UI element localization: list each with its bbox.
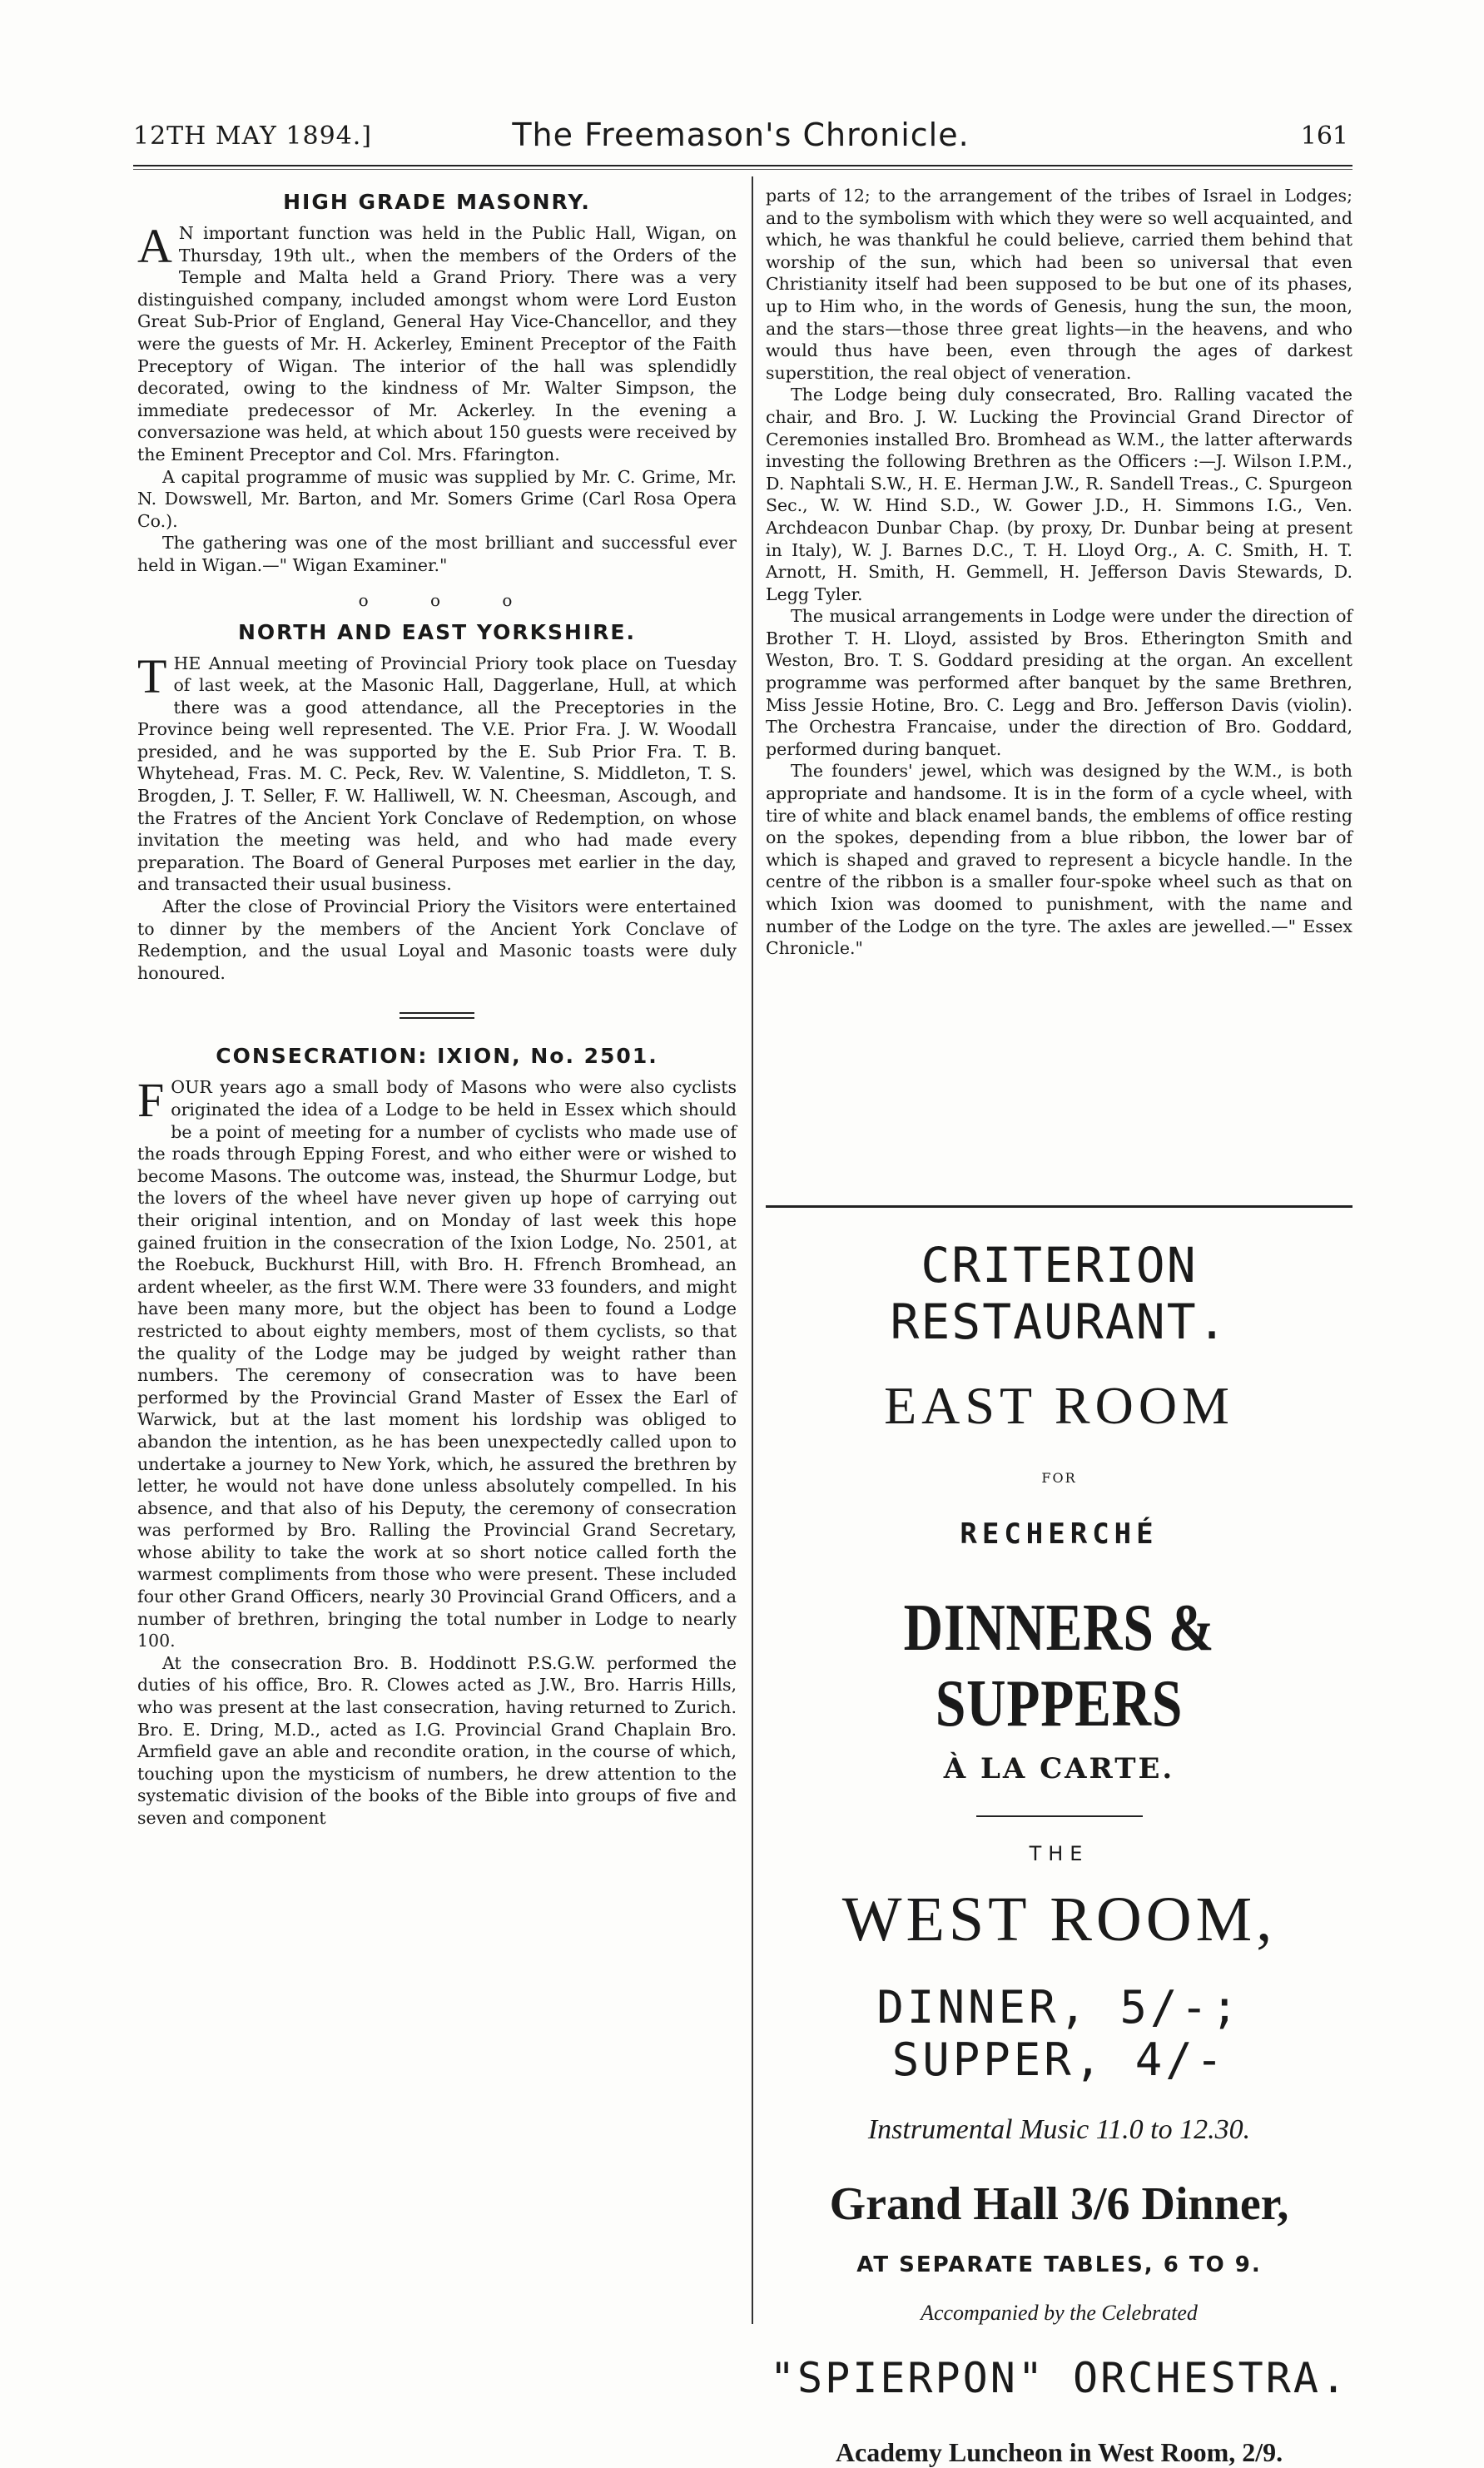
article-ixion [137, 1044, 737, 1829]
ad-orchestra: "SPIERPON" ORCHESTRA. [769, 2354, 1349, 2402]
article-title: CONSECRATION: IXION, No. 2501. [216, 1044, 658, 1069]
article-paragraph: At the consecration Bro. B. Hoddinott P.S.G.W. performed the duties of his office, Bro. R. Clowes acted as J.W., Bro. Harris Hills, who was present at the last consecration, having returned to Zurich. Bro. E. Dring, M.D., acted as I.G. Provincial Grand Chaplain Bro. Armfield gave an able and recondite oration, in the course of which, touching upon the mysticism of numbers, he drew attention to the systematic division of the books of the Bible into groups of five and seven and component [137, 1652, 737, 1828]
ad-grand-hall: Grand Hall 3/6 Dinner, [829, 2178, 1289, 2230]
ad-recherche: RECHERCHÉ [960, 1517, 1159, 1551]
header-rule [133, 165, 1352, 166]
article-paragraph: A capital programme of music was supplied by Mr. C. Grime, Mr. N. Dowswell, Mr. Barton, and Mr. Somers Grime (Carl Rosa Opera Co.). [137, 466, 737, 531]
drop-cap: A [137, 219, 172, 273]
article-paragraph: The musical arrangements in Lodge were under the direction of Brother T. H. Lloyd, assisted by Bros. Etherington Smith and Weston, Bro. T. S. Goddard presiding at the organ. An excellent programme was performed after banquet by the same Brethren, Miss Jessie Hotine, Bro. C. Legg and Bro. Jefferson Davis (violin). The Orchestra Francaise, under the direction of Bro. Goddard, performed during banquet. [766, 606, 1352, 759]
ad-divider [976, 1815, 1143, 1817]
ad-the: THE [1029, 1842, 1089, 1865]
ad-accompanied: Accompanied by the Celebrated [921, 2301, 1198, 2325]
article-divider [400, 1012, 474, 1019]
article-north-east [137, 620, 737, 985]
ad-prices: DINNER, 5/-; SUPPER, 4/- [876, 1981, 1242, 2086]
ad-restaurant-name: CRITERION RESTAURANT. [890, 1237, 1228, 1350]
header-page-number: 161 [1300, 122, 1348, 151]
article-title: NORTH AND EAST YORKSHIRE. [237, 619, 637, 644]
header-rule-thin [133, 169, 1352, 170]
article-paragraph: FOUR years ago a small body of Masons who were also cyclists originated the idea of a Lodge to be held in Essex which should be a point of meeting for a number of cyclists who made use of the roads through Epping Forest, and who either were or wished to become Masons. The outcome was, instead, the Shurmur Lodge, but the lovers of the wheel have never given up hope of carrying out their original intention, and on Monday of last week this hope gained fruition in the consecration of the Ixion Lodge, No. 2501, at the Roebuck, Buckhurst Hill, with Bro. H. Ffrench Bromhead, an ardent wheeler, as the first W.M. There were 33 founders, and might have been many more, but the object has been to found a Lodge restricted to about eighty members, most of them cyclists, so that the quality of the Lodge may be judged by weight rather than numbers. The ceremony of consecration was to have been performed by the Provincial Grand Master of Essex the Earl of Warwick, but at the last moment his lordship was obliged to abandon the intention, as he has been unexpectedly called upon to undertake a journey to New York, which, he assured the brethren by letter, he would not have done unless absolutely compelled. In his absence, and that also of his Deputy, the ceremony of consecration was performed by Bro. Ralling the Provincial Grand Secretary, whose ability to take the work at so short notice called forth the warmest compliments from those who were present. These included four other Grand Officers, nearly 30 Provincial Grand Officers, and a number of brethren, bringing the total number in Lodge to nearly 100. [137, 1073, 737, 1651]
ad-a-la-carte: À LA CARTE. [943, 1752, 1175, 1785]
article-paragraph: The founders' jewel, which was designed by the W.M., is both appropriate and handsome. It is in the form of a cycle wheel, with tire of white and black enamel bands, the emblems of office resting on the spokes, depending from a blue ribbon, the lower bar of which is shaped and graved to represent a bicycle handle. In the centre of the ribbon is a smaller four-spoke wheel such as that on which Ixion was doomed to punishment, with the name and number of the Lodge on the tyre. The axles are jewelled.—" Essex Chronicle." [766, 761, 1352, 959]
article-paragraph: A N important function was held in the Public Hall, Wigan, on Thursday, 19th ult., when the members of the Orders of the Temple and Malta held a Grand Priory. There was a very distinguished company, included amongst whom were Lord Euston Great Sub-Prior of England, General Hay Vice-Chancellor, and they were the guests of Mr. H. Ackerley, Eminent Preceptor of the Faith Preceptory of Wigan. The interior of the hall was splendidly decorated, owing to the kindness of Mr. Walter Simpson, the immediate predecessor of Mr. Ackerley. In the evening a conversazione was held, at which about 150 guests were received by the Eminent Preceptor and Col. Mrs. Ffarington. [137, 219, 737, 464]
article-title: HIGH GRADE MASONRY. [283, 190, 591, 214]
ad-music: Instrumental Music 11.0 to 12.30. [867, 2114, 1251, 2145]
ad-for: FOR [1041, 1470, 1077, 1486]
advertisement-rule [766, 1205, 1352, 1208]
column-divider [752, 176, 753, 2324]
page-header [133, 117, 1348, 153]
article-paragraph: The gathering was one of the most brilliant and successful ever held in Wigan.—" Wigan Examiner." [137, 533, 737, 575]
advertisement [766, 1232, 1352, 2468]
article-continuation: parts of 12; to the arrangement of the tribes of Israel in Lodges; and to the symbolism with which they were so well acquainted, and which, he was thankful he could believe, carried them behind that worship of the sun, which had been so universal that even Christianity itself had been supposed to be but one of its phases, up to Him who, in the words of Genesis, hung the sun, the moon, and the stars—those three great lights—in the heavens, and who would thus have been, even through the ages of darkest superstition, the real object of veneration. [766, 186, 1352, 383]
header-date: 12TH MAY 1894.] [133, 122, 372, 151]
left-column [137, 185, 737, 1830]
article-high-grade [137, 190, 737, 577]
article-paragraph: THE Annual meeting of Provincial Priory took place on Tuesday of last week, at the Masonic Hall, Daggerlane, Hull, at which there was a good attendance, all the Preceptories in the Province being well represented. The V.E. Prior Fra. J. W. Woodall presided, and he was supported by the E. Sub Prior Fra. T. B. Whytehead, Fras. M. C. Peck, Rev. W. Valentine, S. Middleton, T. S. Brogden, J. T. Seller, F. W. Halliwell, W. N. Cheesman, Ascough, and the Fratres of the Ancient York Conclave of Redemption, on whose invitation the meeting was held, and who had made every preparation. The Board of General Purposes met earlier in the day, and transacted their usual business. [137, 648, 737, 895]
header-title: The Freemason's Chronicle. [512, 117, 970, 153]
ad-luncheon: Academy Luncheon in West Room, 2/9. [835, 2437, 1283, 2467]
right-column [766, 185, 1352, 960]
ad-west-room: WEST ROOM, [841, 1885, 1277, 1954]
ad-east-room: EAST ROOM [884, 1376, 1234, 1435]
section-separator: o o o [358, 589, 541, 610]
drop-cap: F [137, 1073, 165, 1128]
drop-cap: T [137, 648, 167, 703]
ad-tables: AT SEPARATE TABLES, 6 TO 9. [856, 2252, 1262, 2277]
article-paragraph: The Lodge being duly consecrated, Bro. Ralling vacated the chair, and Bro. J. W. Lucking the Provincial Grand Director of Ceremonies installed Bro. Bromhead as W.M., the latter afterwards investing the following Brethren as the Officers :—J. Wilson I.P.M., D. Naphtali S.W., H. E. Herman J.W., R. Sandell Treas., C. Spurgeon Sec., W. W. Hind S.D., W. Gower J.D., H. Simmons I.G., Ven. Archdeacon Dunbar Chap. (by proxy, Dr. Dunbar being at present in Italy), W. J. Barnes D.C., T. H. Lloyd Org., A. C. Smith, H. T. Arnott, H. Smith, H. Gemmell, H. Jefferson Davis Stewards, D. Legg Tyler. [766, 385, 1352, 604]
ad-dinners-suppers: DINNERS & SUPPERS [903, 1592, 1215, 1741]
article-paragraph: After the close of Provincial Priory the Visitors were entertained to dinner by the members of the Ancient York Conclave of Redemption, and the usual Loyal and Masonic toasts were duly honoured. [137, 896, 737, 983]
